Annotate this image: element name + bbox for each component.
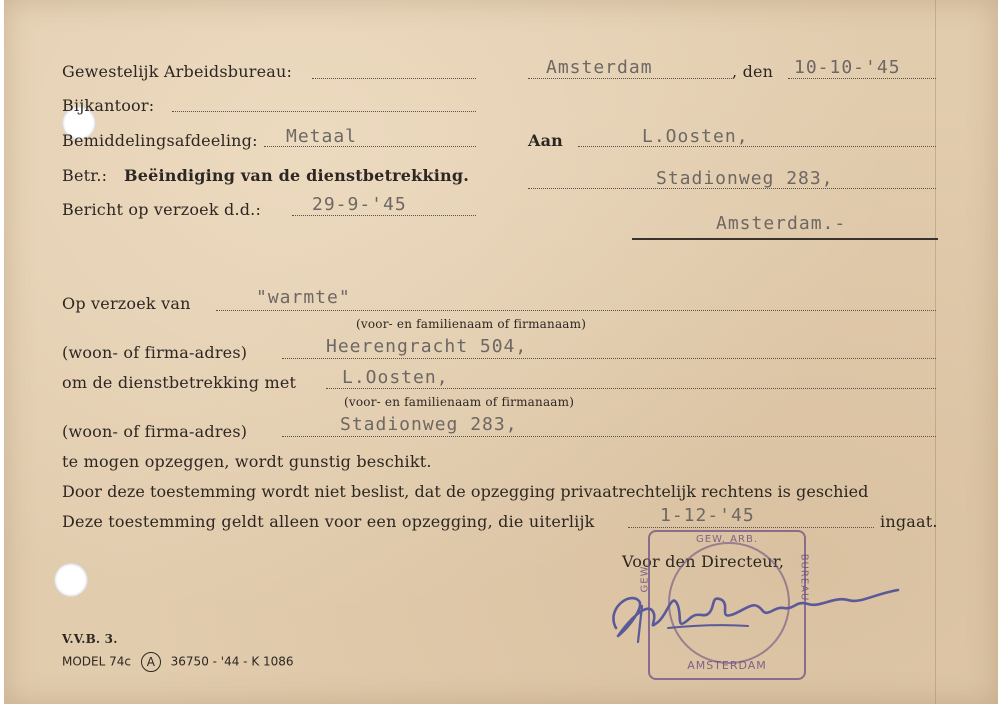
- ingaat-label: ingaat.: [880, 512, 938, 531]
- employee-dotted-line: [326, 388, 936, 389]
- bemiddeling-value: Metaal: [286, 126, 358, 147]
- address-label-1: (woon- of firma-adres): [62, 343, 248, 362]
- betr-value: Beëindiging van de dienstbetrekking.: [124, 166, 470, 185]
- address-label-2: (woon- of firma-adres): [62, 422, 248, 441]
- employee-address: Stadionweg 283,: [340, 414, 518, 435]
- bijkantoor-label: Bijkantoor:: [62, 96, 155, 115]
- stamp-top-text: GEW. ARB.: [696, 534, 758, 545]
- employee-value: L.Oosten,: [342, 367, 449, 388]
- print-code: 36750 - '44 - K 1086: [170, 654, 294, 669]
- gewestelijk-label: Gewestelijk Arbeidsbureau:: [62, 62, 293, 81]
- printer-logo-icon: A: [141, 652, 161, 672]
- caption-name-2: (voor- en familienaam of firmanaam): [344, 395, 575, 409]
- opzeggen-line: te mogen opzeggen, wordt gunstig beschikt.: [62, 452, 432, 471]
- date-value: 10-10-'45: [794, 57, 901, 78]
- bericht-value: 29-9-'45: [312, 194, 407, 215]
- requester-value: "warmte": [256, 287, 351, 308]
- punch-hole-bottom: [54, 563, 88, 597]
- recipient-name: L.Oosten,: [642, 126, 749, 147]
- stamp-left-text: GEW.: [639, 562, 651, 593]
- recipient-underline: [632, 238, 938, 240]
- model-line: [62, 652, 294, 672]
- deadline-value: 1-12-'45: [660, 505, 755, 526]
- paper-fold-line: [935, 0, 936, 704]
- op-verzoek-label: Op verzoek van: [62, 294, 191, 313]
- requester-address: Heerengracht 504,: [326, 336, 528, 357]
- betr-label: Betr.:: [62, 166, 108, 185]
- bemiddeling-label: Bemiddelingsafdeeling:: [62, 131, 258, 150]
- recipient-line-1: [578, 146, 936, 147]
- deadline-dotted-line: [628, 527, 874, 528]
- handwritten-signature: [598, 570, 918, 650]
- deze-line: Deze toestemming geldt alleen voor een opzegging, die uiterlijk: [62, 512, 595, 531]
- met-label: om de dienstbetrekking met: [62, 373, 297, 392]
- requester-dotted-line: [216, 310, 936, 311]
- den-label: , den: [732, 62, 774, 81]
- bericht-label: Bericht op verzoek d.d.:: [62, 200, 262, 219]
- model-label: MODEL 74c: [62, 654, 131, 669]
- bericht-dotted-line: [292, 215, 476, 216]
- requester-address-line: [282, 358, 936, 359]
- voor-directeur-label: Voor den Directeur,: [622, 552, 785, 571]
- stamp-right-text: BUREAU: [798, 553, 810, 602]
- recipient-city: Amsterdam.-: [716, 213, 847, 234]
- gewestelijk-dotted-line: [312, 78, 476, 79]
- bijkantoor-dotted-line: [172, 111, 476, 112]
- date-dotted-line: [788, 78, 936, 79]
- employee-address-line: [282, 436, 936, 437]
- door-line: Door deze toestemming wordt niet beslist, dat de opzegging privaatrechtelijk rechtens is geschied: [62, 482, 869, 501]
- caption-name-1: (voor- en familienaam of firmanaam): [356, 317, 587, 331]
- place-dotted-line: [528, 78, 732, 79]
- stamp-bottom-text: AMSTERDAM: [687, 659, 767, 672]
- aan-label: Aan: [528, 131, 564, 150]
- recipient-street: Stadionweg 283,: [656, 168, 834, 189]
- place-value: Amsterdam: [546, 57, 653, 78]
- vvb-code: V.V.B. 3.: [62, 632, 118, 646]
